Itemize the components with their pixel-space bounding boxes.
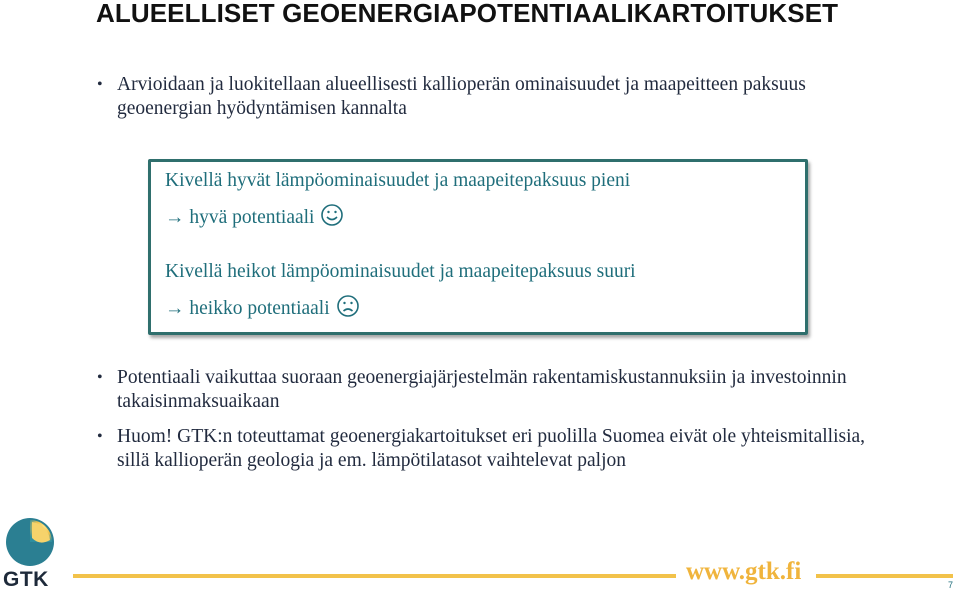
bullet-item xyxy=(97,366,877,414)
bullet-text: Arvioidaan ja luokitellaan alueellisesti kallioperän ominaisuudet ja maapeitteen paksuus geoenergian hyödyntämisen kannalta xyxy=(117,74,806,119)
slide-title: ALUEELLISET GEOENERGIAPOTENTIAALIKARTOITUKSET xyxy=(96,0,839,28)
sad-face-icon xyxy=(336,294,360,324)
bullet-dot: • xyxy=(97,369,103,386)
good-potential-text: → hyvä potentiaali xyxy=(165,207,315,228)
box-line-good-properties: Kivellä hyvät lämpöominaisuudet ja maapeitepaksuus pieni xyxy=(165,170,631,191)
box-line-weak-properties: Kivellä heikot lämpöominaisuudet ja maapeitepaksuus suuri xyxy=(165,261,636,282)
bullet-item xyxy=(97,425,877,473)
bullet-text: Huom! GTK:n toteuttamat geoenergiakartoitukset eri puolilla Suomea eivät ole yhteismitallisia, sillä kallioperän geologia ja em. lämpötilatasot vaihtelevat paljon xyxy=(117,426,866,471)
footer-divider xyxy=(73,574,953,578)
bullet-dot: • xyxy=(97,76,103,93)
page-number: 7 xyxy=(948,580,954,590)
box-line-good-potential xyxy=(165,203,344,233)
gtk-logo-icon xyxy=(2,516,58,573)
weak-potential-text: → heikko potentiaali xyxy=(165,298,330,319)
bullet-item xyxy=(97,73,877,121)
footer-url-link[interactable]: www.gtk.fi xyxy=(686,558,802,585)
gtk-logo-text: GTK xyxy=(3,568,49,591)
bullet-dot: • xyxy=(97,428,103,445)
bullet-text: Potentiaali vaikuttaa suoraan geoenergiajärjestelmän rakentamiskustannuksiin ja investoinnin takaisinmaksuaikaan xyxy=(117,367,847,412)
box-line-weak-potential xyxy=(165,294,360,324)
smiley-face-icon xyxy=(320,203,344,233)
